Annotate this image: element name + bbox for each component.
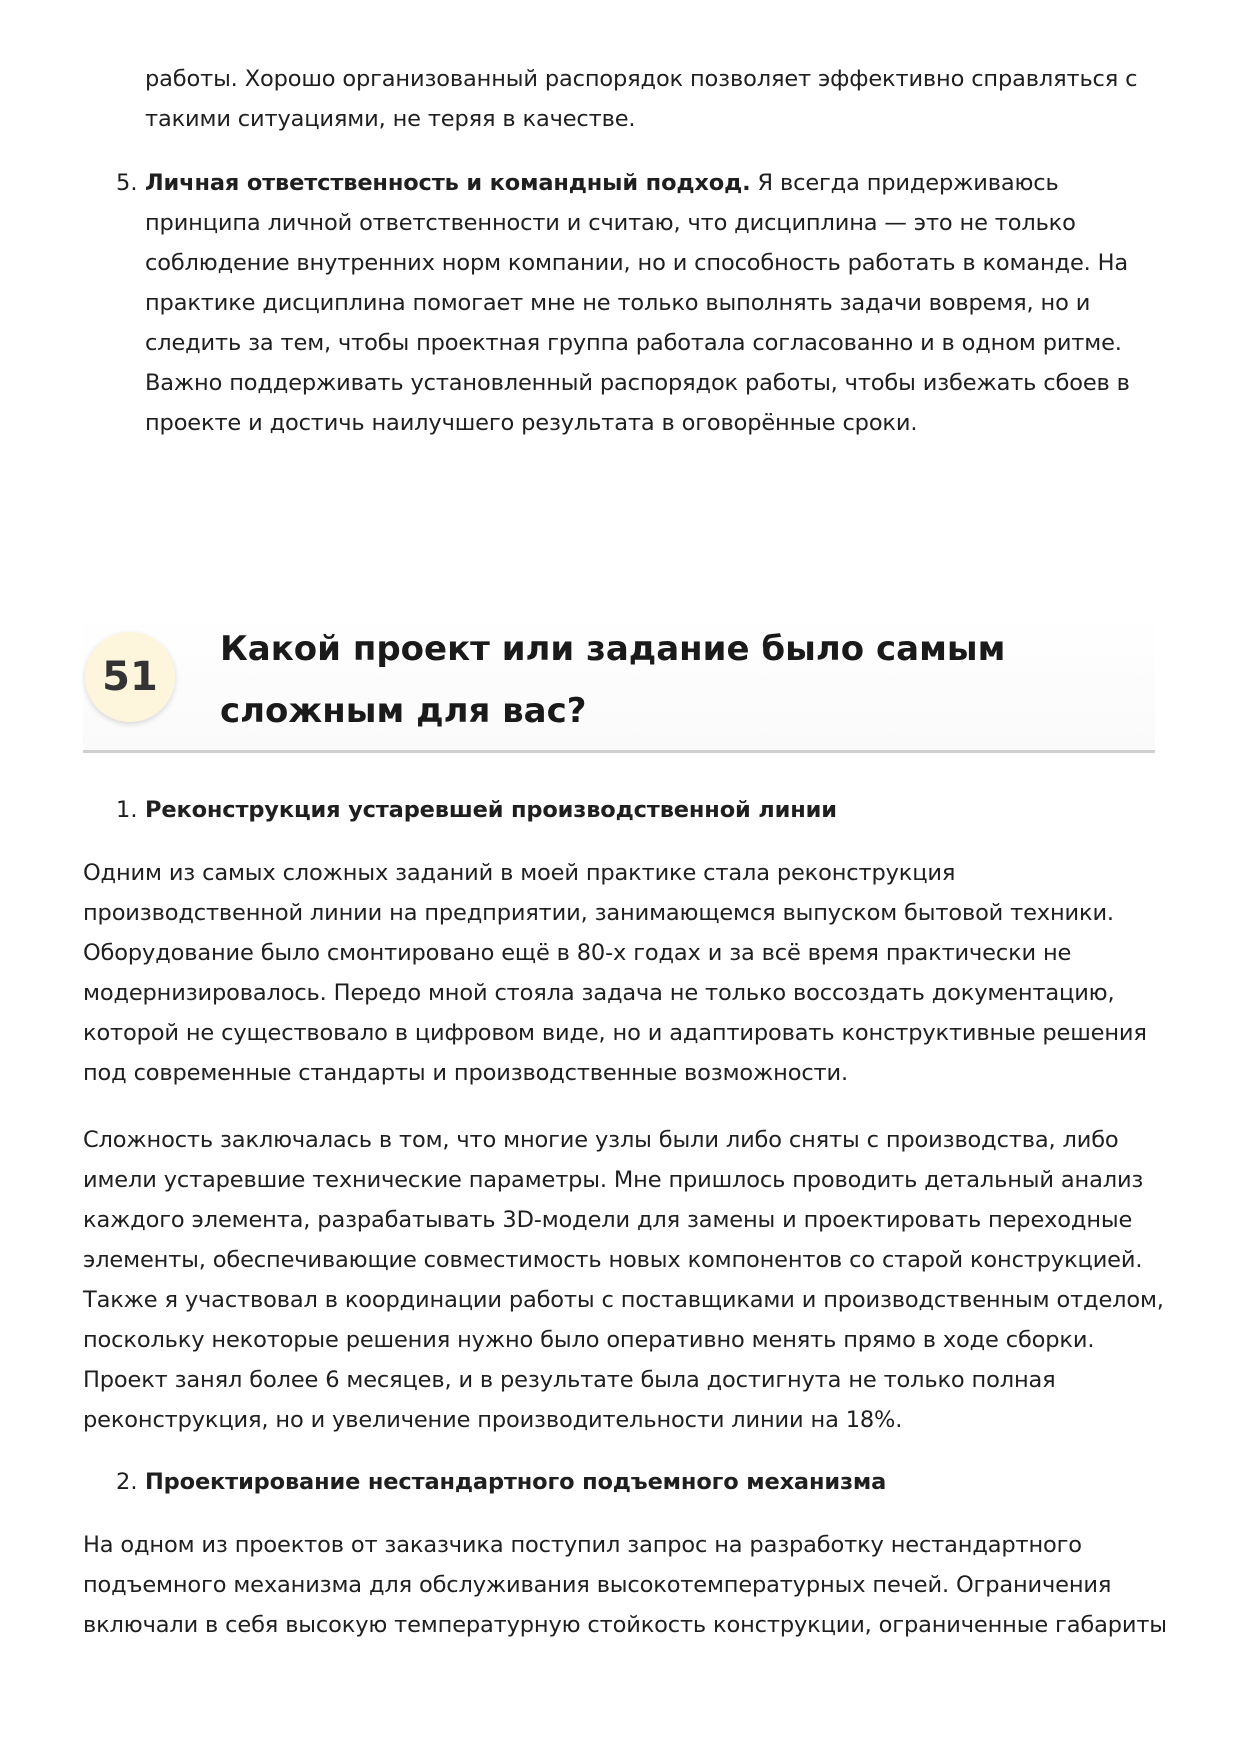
section-number-badge: 51: [85, 632, 175, 722]
list-number: 2.: [116, 1469, 138, 1495]
subsection-1-paragraph-1: [0, 853, 1239, 1093]
continuation-text: работы. Хорошо организованный распорядок позволяет эффективно справляться с такими ситуациями, не теряя в качестве.: [145, 66, 1138, 132]
subsection-2-paragraph-1: [0, 1525, 1239, 1645]
list-item-5: [0, 163, 1239, 443]
subsection-1-paragraph-2: [0, 1120, 1239, 1440]
list-item-continuation: [0, 59, 1239, 139]
list-item-title: Личная ответственность и командный подход.: [145, 170, 751, 196]
list-number: 5.: [116, 170, 138, 196]
list-item-text: [0, 163, 1239, 443]
subsection-title: Реконструкция устаревшей производственной линии: [145, 797, 837, 823]
paragraph: Одним из самых сложных заданий в моей практике стала реконструкция производственной линии на предприятии, занимающемся выпуском бытовой техники. Оборудование было смонтировано ещё в 80-х годах и за всё время практически не модернизировалось. Передо мной стояла задача не только воссоздать документацию, которой не существовало в цифровом виде, но и адаптировать конструктивные решения под современные стандарты и производственные возможности.: [83, 860, 1147, 1086]
section-title: Какой проект или задание было самым сложным для вас?: [220, 629, 1006, 731]
paragraph: На одном из проектов от заказчика поступил запрос на разработку нестандартного подъемного механизма для обслуживания высокотемпературных печей. Ограничения включали в себя высокую температурную стойкость конструкции, ограниченные габариты: [83, 1532, 1167, 1638]
subsection-title: Проектирование нестандартного подъемного механизма: [145, 1469, 887, 1495]
subsection-2-heading: [0, 1462, 1239, 1502]
list-number: 1.: [116, 797, 138, 823]
paragraph: Сложность заключалась в том, что многие узлы были либо сняты с производства, либо имели устаревшие технические параметры. Мне пришлось проводить детальный анализ каждого элемента, разрабатывать 3D-модели для замены и проектировать переходные элементы, обеспечивающие совместимость новых компонентов со старой конструкцией. Также я участвовал в координации работы с поставщиками и производственным отделом, поскольку некоторые решения нужно было оперативно менять прямо в ходе сборки. Проект занял более 6 месяцев, и в результате была достигнута не только полная реконструкция, но и увеличение производительности линии на 18%.: [83, 1127, 1164, 1433]
section-header: [83, 610, 1155, 753]
list-item-body: Я всегда придерживаюсь принципа личной ответственности и считаю, что дисциплина — это не только соблюдение внутренних норм компании, но и способность работать в команде. На практике дисциплина помогает мне не только выполнять задачи вовремя, но и следить за тем, чтобы проектная группа работала согласованно и в одном ритме. Важно поддерживать установленный распорядок работы, чтобы избежать сбоев в проекте и достичь наилучшего результата в оговорённые сроки.: [145, 170, 1130, 436]
subsection-1-heading: [0, 790, 1239, 830]
